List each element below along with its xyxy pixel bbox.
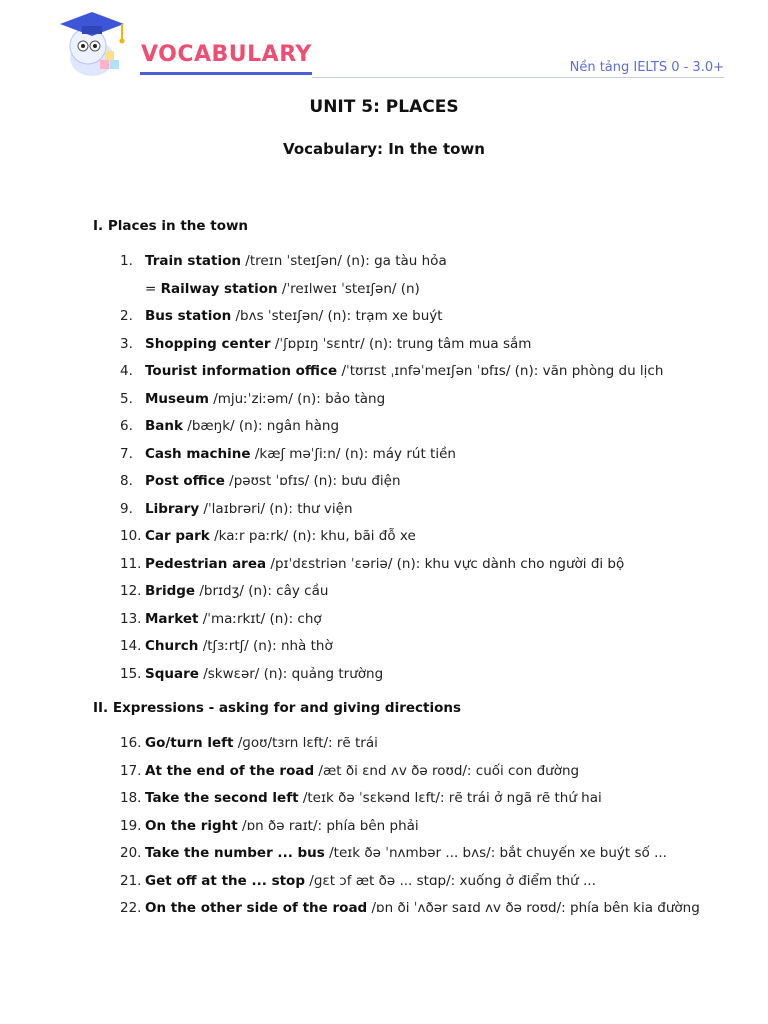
list-item-term: Car park <box>145 528 210 544</box>
header-tagline: Nền tảng IELTS 0 - 3.0+ <box>569 60 724 75</box>
list-item <box>120 666 383 682</box>
list-item-number: 21. <box>120 872 142 889</box>
list-item-number: 12. <box>120 583 142 599</box>
list-item-term: Post office <box>145 473 225 489</box>
list-item-term: On the right <box>145 817 238 834</box>
list-item-definition: /pəʊst ˈɒfɪs/ (n): bưu điện <box>224 473 401 489</box>
list-item-definition: /mjuːˈziːəm/ (n): bảo tàng <box>208 390 386 407</box>
list-item-term: Church <box>145 638 199 654</box>
list-item-prefix: = <box>145 280 161 297</box>
list-item <box>120 446 456 462</box>
list-item-number: 22. <box>120 900 142 916</box>
header-divider <box>312 77 724 78</box>
list-item <box>120 900 700 916</box>
list-item-term: Market <box>145 610 199 627</box>
list-item <box>145 281 420 297</box>
list-item-term: Railway station <box>160 280 278 297</box>
list-item-definition: /teɪk ðə ˈsɛkənd lɛft/: rẽ trái ở ngã rẽ thứ hai <box>298 790 602 806</box>
list-item <box>120 308 443 324</box>
list-item-term: Go/turn left <box>145 735 234 751</box>
brand-underline <box>140 72 312 75</box>
list-item-definition: /æt ði ɛnd ʌv ðə roʊd/: cuối con đường <box>314 762 580 779</box>
list-item-number: 1. <box>120 253 133 269</box>
list-item-number: 9. <box>120 500 133 517</box>
list-item-number: 17. <box>120 762 142 779</box>
list-item-number: 3. <box>120 335 133 352</box>
list-item-term: Take the second left <box>145 790 299 806</box>
list-item-number: 7. <box>120 445 133 462</box>
list-item-term: Take the number ... bus <box>145 845 325 861</box>
list-item-number: 19. <box>120 817 142 834</box>
list-item-definition: /bæŋk/ (n): ngân hàng <box>183 418 340 434</box>
list-item-number: 6. <box>120 418 133 434</box>
page-subtitle: Vocabulary: In the town <box>283 140 485 158</box>
list-item <box>120 556 624 572</box>
list-item-number: 10. <box>120 528 142 544</box>
list-item-definition: /bʌs ˈsteɪʃən/ (n): trạm xe buýt <box>231 308 443 324</box>
list-item-term: Get off at the ... stop <box>145 872 305 889</box>
list-item <box>120 790 602 806</box>
list-item-term: Pedestrian area <box>145 555 267 572</box>
list-item-number: 5. <box>120 390 133 407</box>
list-item-definition: /ˈmaːrkɪt/ (n): chợ <box>198 610 322 627</box>
list-item <box>120 336 531 352</box>
list-item <box>120 611 322 627</box>
list-item-number: 15. <box>120 665 142 682</box>
list-item-number: 16. <box>120 735 142 751</box>
list-item-definition: /ɒn ði ˈʌðər saɪd ʌv ðə roʊd/: phía bên kia đường <box>367 900 700 916</box>
list-item-definition: /kæʃ məˈʃiːn/ (n): máy rút tiền <box>250 445 456 462</box>
list-item-term: On the other side of the road <box>145 900 368 916</box>
list-item-term: Train station <box>145 253 241 269</box>
list-item-definition: /pɪˈdɛstriən ˈɛəriə/ (n): khu vực dành cho người đi bộ <box>266 555 625 572</box>
list-item-number: 14. <box>120 638 142 654</box>
list-item-definition: /tʃɜːrtʃ/ (n): nhà thờ <box>198 638 333 654</box>
list-item-term: Bus station <box>145 308 232 324</box>
list-item-term: Square <box>145 665 199 682</box>
list-item-term: At the end of the road <box>145 762 315 779</box>
list-item <box>120 763 579 779</box>
list-item-number: 2. <box>120 308 133 324</box>
list-item-definition: /ˈlaɪbrəri/ (n): thư viện <box>199 500 353 517</box>
list-item <box>120 735 378 751</box>
list-item-definition: /skwɛər/ (n): quảng trường <box>198 665 384 682</box>
list-item-definition: /treɪn ˈsteɪʃən/ (n): ga tàu hỏa <box>241 253 447 269</box>
list-item-definition: /ˈʃɒpɪŋ ˈsɛntr/ (n): trung tâm mua sắm <box>270 335 532 352</box>
list-item-number: 4. <box>120 363 133 379</box>
list-item <box>120 391 385 407</box>
list-item <box>120 845 667 861</box>
section-heading-expressions: II. Expressions - asking for and giving directions <box>93 700 462 716</box>
list-item-definition: /brɪdʒ/ (n): cây cầu <box>195 583 329 599</box>
list-item-number: 13. <box>120 610 142 627</box>
section-heading-places: I. Places in the town <box>93 218 249 234</box>
list-item-definition: /ɒn ðə raɪt/: phía bên phải <box>237 817 419 834</box>
list-item-term: Bank <box>145 418 183 434</box>
brand-name: VOCABULARY <box>141 42 312 67</box>
page-header <box>0 0 768 90</box>
list-item <box>120 818 419 834</box>
list-item <box>120 253 447 269</box>
list-item-term: Tourist information office <box>145 363 338 379</box>
list-item <box>120 363 663 379</box>
list-item-number: 20. <box>120 845 142 861</box>
list-item-definition: /teɪk ðə ˈnʌmbər ... bʌs/: bắt chuyến xe buýt số ... <box>324 845 667 861</box>
list-item-term: Library <box>145 500 200 517</box>
list-item-number: 18. <box>120 790 142 806</box>
list-item-term: Cash machine <box>145 445 251 462</box>
list-item <box>120 873 596 889</box>
list-item <box>120 583 328 599</box>
list-item-definition: /kaːr paːrk/ (n): khu, bãi đỗ xe <box>209 528 416 544</box>
list-item-number: 8. <box>120 473 133 489</box>
list-item-number: 11. <box>120 555 142 572</box>
page-title: UNIT 5: PLACES <box>309 97 459 117</box>
list-item-definition: /ɡɛt ɔf æt ðə ... stɑp/: xuống ở điểm thứ ... <box>305 872 596 889</box>
list-item <box>120 528 416 544</box>
list-item-definition: /ˈtʊrɪst ˌɪnfəˈmeɪʃən ˈɒfɪs/ (n): văn phòng du lịch <box>337 363 664 379</box>
list-item <box>120 638 333 654</box>
list-item <box>120 501 353 517</box>
list-item-definition: /ɡoʊ/tɜrn lɛft/: rẽ trái <box>233 735 378 751</box>
list-item-term: Museum <box>145 390 209 407</box>
list-item-term: Bridge <box>145 583 196 599</box>
mascot-logo-icon <box>52 10 132 78</box>
list-item-definition: /ˈreɪlweɪ ˈsteɪʃən/ (n) <box>277 280 420 297</box>
list-item <box>120 418 339 434</box>
list-item-term: Shopping center <box>145 335 271 352</box>
list-item <box>120 473 401 489</box>
